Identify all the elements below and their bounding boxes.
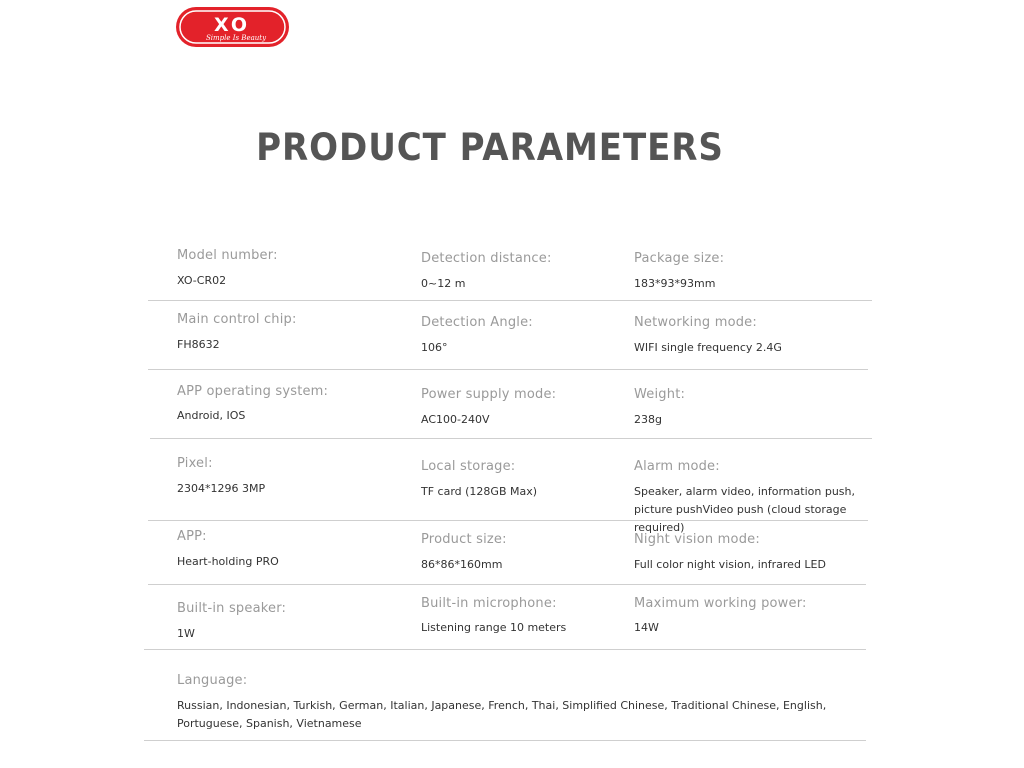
row-divider [148,300,872,301]
param-value-pixel: 2304*1296 3MP [177,482,266,495]
param-label-speaker: Built-in speaker: [177,601,287,616]
param-value-max-power: 14W [634,621,659,634]
row-divider [148,520,868,521]
row-divider [150,438,872,439]
param-value-microphone: Listening range 10 meters [421,621,567,634]
param-value-speaker: 1W [177,627,195,640]
param-label-detection-distance: Detection distance: [421,251,552,266]
param-value-alarm-mode: Speaker, alarm video, information push, picture pushVideo push (cloud storage required) [634,485,855,534]
row-divider [144,740,866,741]
param-label-model-number: Model number: [177,248,278,263]
row-divider [148,369,868,370]
logo-tagline: Simple Is Beauty [205,34,267,42]
param-label-power-supply: Power supply mode: [421,387,557,402]
param-value-local-storage: TF card (128GB Max) [421,485,538,498]
param-label-local-storage: Local storage: [421,459,516,474]
param-value-detection-angle: 106° [421,341,448,354]
page-title: PRODUCT PARAMETERS [256,126,724,169]
param-value-night-vision: Full color night vision, infrared LED [634,558,826,571]
param-label-night-vision: Night vision mode: [634,532,760,547]
param-label-language: Language: [177,673,248,688]
param-label-pixel: Pixel: [177,456,213,471]
param-value-power-supply: AC100-240V [421,413,490,426]
param-value-product-size: 86*86*160mm [421,558,503,571]
param-value-model-number: XO-CR02 [177,274,227,287]
param-label-alarm-mode: Alarm mode: [634,459,720,474]
param-value-language: Russian, Indonesian, Turkish, German, Italian, Japanese, French, Thai, Simplified Chinese, Traditional Chinese, English, Portuguese, Spanish, Vietnamese [177,699,827,730]
param-value-package-size: 183*93*93mm [634,277,716,290]
param-label-weight: Weight: [634,387,686,402]
row-divider [148,584,866,585]
param-label-main-control-chip: Main control chip: [177,312,297,327]
param-label-package-size: Package size: [634,251,725,266]
row-divider [144,649,866,650]
param-label-app: APP: [177,529,207,544]
param-value-app-os: Android, IOS [177,409,246,422]
brand-logo [175,6,290,48]
param-value-app: Heart-holding PRO [177,555,279,568]
param-label-microphone: Built-in microphone: [421,596,557,611]
param-label-max-power: Maximum working power: [634,596,807,611]
param-label-detection-angle: Detection Angle: [421,315,533,330]
param-label-networking-mode: Networking mode: [634,315,757,330]
param-label-app-os: APP operating system: [177,384,329,399]
param-value-networking-mode: WIFI single frequency 2.4G [634,341,782,354]
param-value-weight: 238g [634,413,662,426]
param-value-detection-distance: 0~12 m [421,277,466,290]
param-value-main-control-chip: FH8632 [177,338,220,351]
logo-wordmark: XO [213,14,251,36]
param-label-product-size: Product size: [421,532,507,547]
